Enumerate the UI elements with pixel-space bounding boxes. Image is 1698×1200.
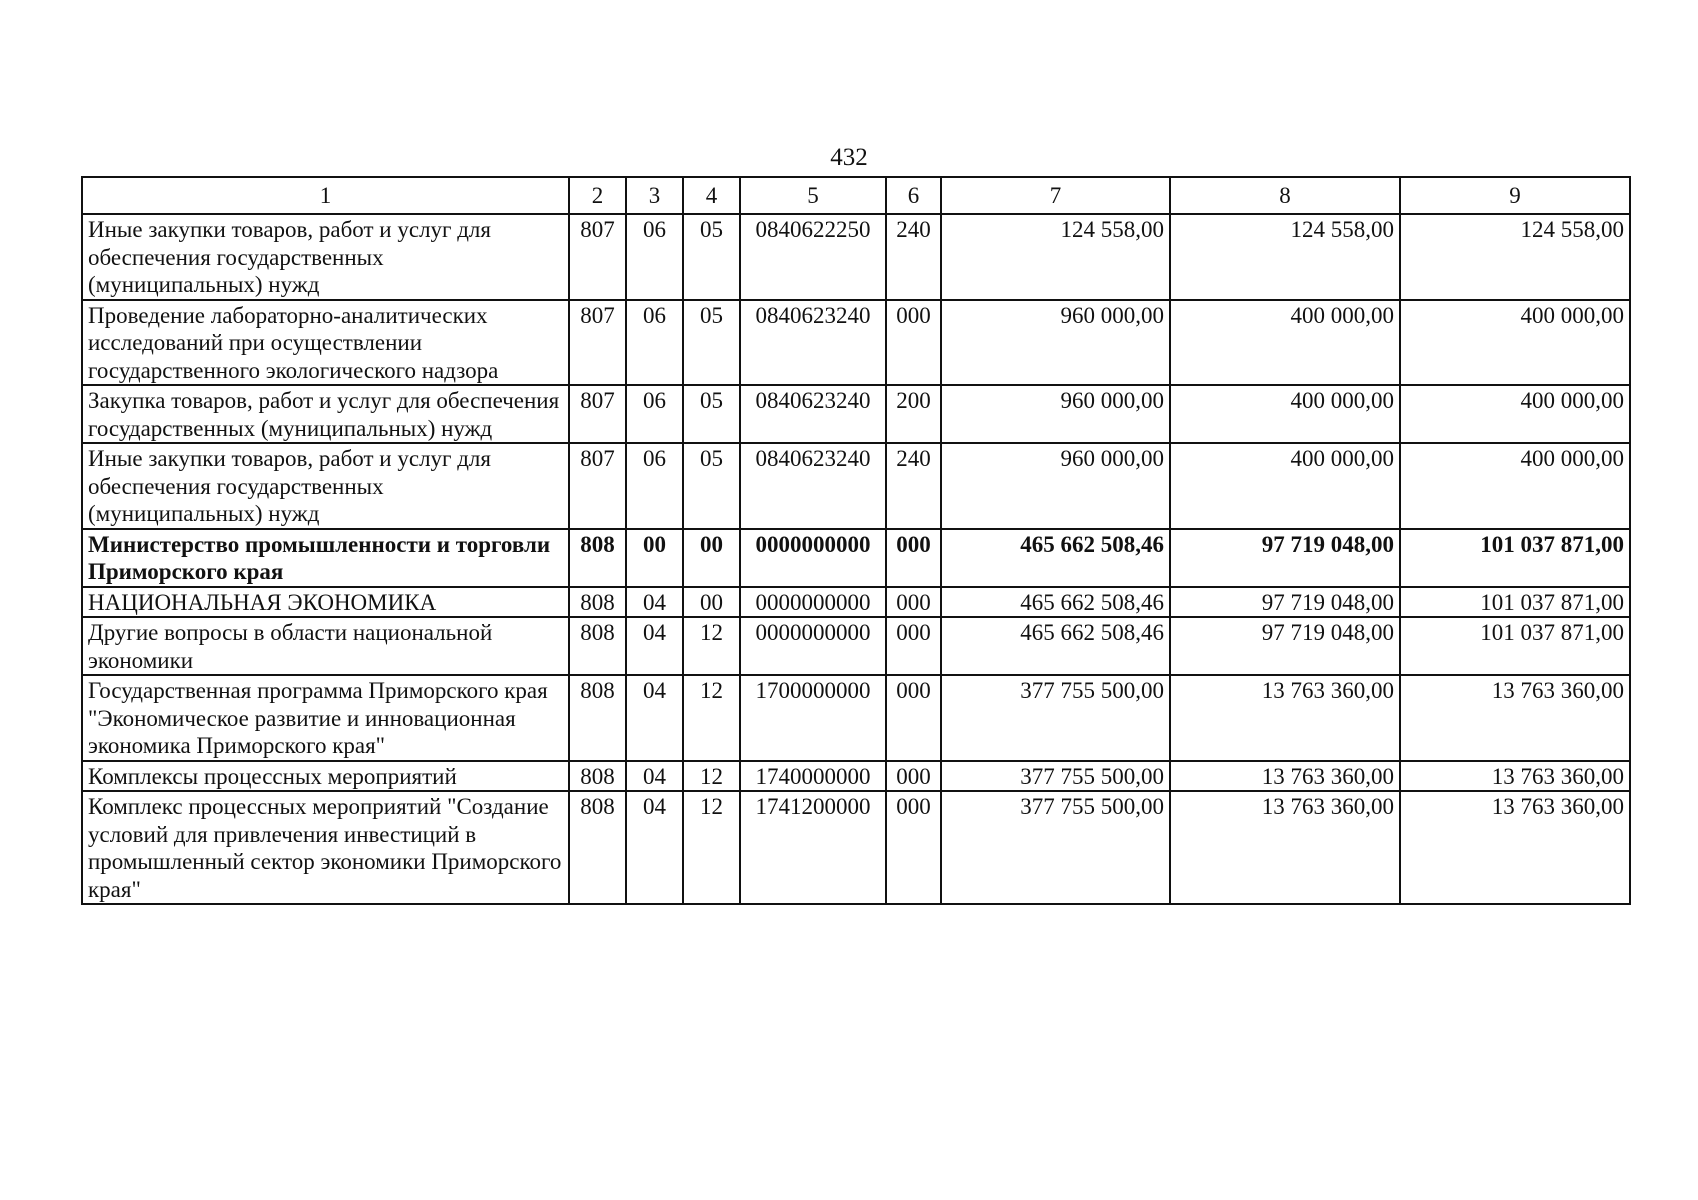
row-amount-year3-cell: 400 000,00 xyxy=(1400,385,1630,443)
row-expense-type-cell: 200 xyxy=(886,385,941,443)
row-subsection-cell: 12 xyxy=(683,675,740,761)
row-target-article-cell: 1741200000 xyxy=(740,791,886,904)
row-amount-year3-cell: 124 558,00 xyxy=(1400,214,1630,300)
row-amount-year1-cell: 960 000,00 xyxy=(941,385,1170,443)
row-grbs-cell: 808 xyxy=(569,675,626,761)
header-cell: 5 xyxy=(740,177,886,214)
row-amount-year2-cell: 13 763 360,00 xyxy=(1170,675,1400,761)
header-cell: 8 xyxy=(1170,177,1400,214)
row-subsection-cell: 00 xyxy=(683,529,740,587)
header-cell: 1 xyxy=(82,177,569,214)
row-amount-year1-cell: 377 755 500,00 xyxy=(941,791,1170,904)
row-section-cell: 04 xyxy=(626,675,683,761)
row-name-cell: Иные закупки товаров, работ и услуг для обеспечения государственных (муниципальных) нужд xyxy=(82,214,569,300)
row-name-cell: Иные закупки товаров, работ и услуг для обеспечения государственных (муниципальных) нужд xyxy=(82,443,569,529)
table-row xyxy=(82,675,1630,761)
row-name-cell: Проведение лабораторно-аналитических исследований при осуществлении государственного экологического надзора xyxy=(82,300,569,386)
table-row xyxy=(82,443,1630,529)
row-grbs-cell: 808 xyxy=(569,791,626,904)
row-amount-year1-cell: 465 662 508,46 xyxy=(941,529,1170,587)
row-expense-type-cell: 000 xyxy=(886,617,941,675)
row-name-cell: Комплексы процессных мероприятий xyxy=(82,761,569,792)
row-name-cell: Другие вопросы в области национальной экономики xyxy=(82,617,569,675)
row-amount-year2-cell: 13 763 360,00 xyxy=(1170,791,1400,904)
row-name-cell: Закупка товаров, работ и услуг для обеспечения государственных (муниципальных) нужд xyxy=(82,385,569,443)
header-cell: 6 xyxy=(886,177,941,214)
row-expense-type-cell: 240 xyxy=(886,214,941,300)
row-amount-year1-cell: 124 558,00 xyxy=(941,214,1170,300)
row-section-cell: 04 xyxy=(626,761,683,792)
row-grbs-cell: 807 xyxy=(569,214,626,300)
row-section-cell: 06 xyxy=(626,385,683,443)
header-cell: 2 xyxy=(569,177,626,214)
row-name-cell: Комплекс процессных мероприятий "Создание условий для привлечения инвестиций в промышленный сектор экономики Приморского края" xyxy=(82,791,569,904)
row-grbs-cell: 808 xyxy=(569,617,626,675)
row-subsection-cell: 05 xyxy=(683,385,740,443)
row-amount-year1-cell: 960 000,00 xyxy=(941,443,1170,529)
row-target-article-cell: 0840623240 xyxy=(740,300,886,386)
row-grbs-cell: 807 xyxy=(569,443,626,529)
row-amount-year2-cell: 13 763 360,00 xyxy=(1170,761,1400,792)
row-amount-year2-cell: 400 000,00 xyxy=(1170,300,1400,386)
header-cell: 4 xyxy=(683,177,740,214)
row-expense-type-cell: 000 xyxy=(886,529,941,587)
row-amount-year3-cell: 13 763 360,00 xyxy=(1400,675,1630,761)
row-amount-year1-cell: 377 755 500,00 xyxy=(941,675,1170,761)
row-section-cell: 06 xyxy=(626,443,683,529)
header-cell: 7 xyxy=(941,177,1170,214)
row-name-cell: Государственная программа Приморского края "Экономическое развитие и инновационная экономика Приморского края" xyxy=(82,675,569,761)
row-amount-year3-cell: 400 000,00 xyxy=(1400,300,1630,386)
row-amount-year2-cell: 400 000,00 xyxy=(1170,385,1400,443)
row-grbs-cell: 808 xyxy=(569,587,626,618)
row-grbs-cell: 807 xyxy=(569,385,626,443)
header-row xyxy=(82,177,1630,214)
table-row xyxy=(82,761,1630,792)
row-target-article-cell: 0840622250 xyxy=(740,214,886,300)
row-subsection-cell: 05 xyxy=(683,300,740,386)
row-amount-year2-cell: 97 719 048,00 xyxy=(1170,617,1400,675)
row-target-article-cell: 0000000000 xyxy=(740,617,886,675)
row-amount-year3-cell: 13 763 360,00 xyxy=(1400,761,1630,792)
row-amount-year2-cell: 124 558,00 xyxy=(1170,214,1400,300)
row-target-article-cell: 0840623240 xyxy=(740,443,886,529)
row-amount-year1-cell: 377 755 500,00 xyxy=(941,761,1170,792)
row-section-cell: 04 xyxy=(626,791,683,904)
row-subsection-cell: 05 xyxy=(683,443,740,529)
table-row xyxy=(82,791,1630,904)
row-amount-year3-cell: 13 763 360,00 xyxy=(1400,791,1630,904)
header-cell: 3 xyxy=(626,177,683,214)
row-section-cell: 00 xyxy=(626,529,683,587)
table-row xyxy=(82,617,1630,675)
row-target-article-cell: 1700000000 xyxy=(740,675,886,761)
row-amount-year2-cell: 97 719 048,00 xyxy=(1170,529,1400,587)
row-amount-year3-cell: 101 037 871,00 xyxy=(1400,529,1630,587)
row-section-cell: 06 xyxy=(626,214,683,300)
row-amount-year3-cell: 101 037 871,00 xyxy=(1400,617,1630,675)
row-subsection-cell: 05 xyxy=(683,214,740,300)
row-expense-type-cell: 240 xyxy=(886,443,941,529)
row-grbs-cell: 807 xyxy=(569,300,626,386)
row-target-article-cell: 1740000000 xyxy=(740,761,886,792)
row-target-article-cell: 0840623240 xyxy=(740,385,886,443)
row-subsection-cell: 00 xyxy=(683,587,740,618)
header-cell: 9 xyxy=(1400,177,1630,214)
row-amount-year3-cell: 400 000,00 xyxy=(1400,443,1630,529)
row-expense-type-cell: 000 xyxy=(886,675,941,761)
row-amount-year2-cell: 400 000,00 xyxy=(1170,443,1400,529)
row-amount-year1-cell: 465 662 508,46 xyxy=(941,617,1170,675)
table-row xyxy=(82,300,1630,386)
row-subsection-cell: 12 xyxy=(683,617,740,675)
row-grbs-cell: 808 xyxy=(569,761,626,792)
row-amount-year1-cell: 960 000,00 xyxy=(941,300,1170,386)
row-target-article-cell: 0000000000 xyxy=(740,529,886,587)
row-subsection-cell: 12 xyxy=(683,761,740,792)
row-expense-type-cell: 000 xyxy=(886,761,941,792)
row-grbs-cell: 808 xyxy=(569,529,626,587)
row-expense-type-cell: 000 xyxy=(886,791,941,904)
table-row xyxy=(82,385,1630,443)
budget-table xyxy=(81,176,1631,905)
page-number: 432 xyxy=(830,144,868,171)
row-amount-year1-cell: 465 662 508,46 xyxy=(941,587,1170,618)
row-target-article-cell: 0000000000 xyxy=(740,587,886,618)
row-name-cell: Министерство промышленности и торговли Приморского края xyxy=(82,529,569,587)
row-subsection-cell: 12 xyxy=(683,791,740,904)
table-row xyxy=(82,587,1630,618)
row-amount-year3-cell: 101 037 871,00 xyxy=(1400,587,1630,618)
row-amount-year2-cell: 97 719 048,00 xyxy=(1170,587,1400,618)
table-row xyxy=(82,529,1630,587)
row-name-cell: НАЦИОНАЛЬНАЯ ЭКОНОМИКА xyxy=(82,587,569,618)
row-section-cell: 06 xyxy=(626,300,683,386)
row-expense-type-cell: 000 xyxy=(886,587,941,618)
row-expense-type-cell: 000 xyxy=(886,300,941,386)
row-section-cell: 04 xyxy=(626,617,683,675)
row-section-cell: 04 xyxy=(626,587,683,618)
table-row xyxy=(82,214,1630,300)
